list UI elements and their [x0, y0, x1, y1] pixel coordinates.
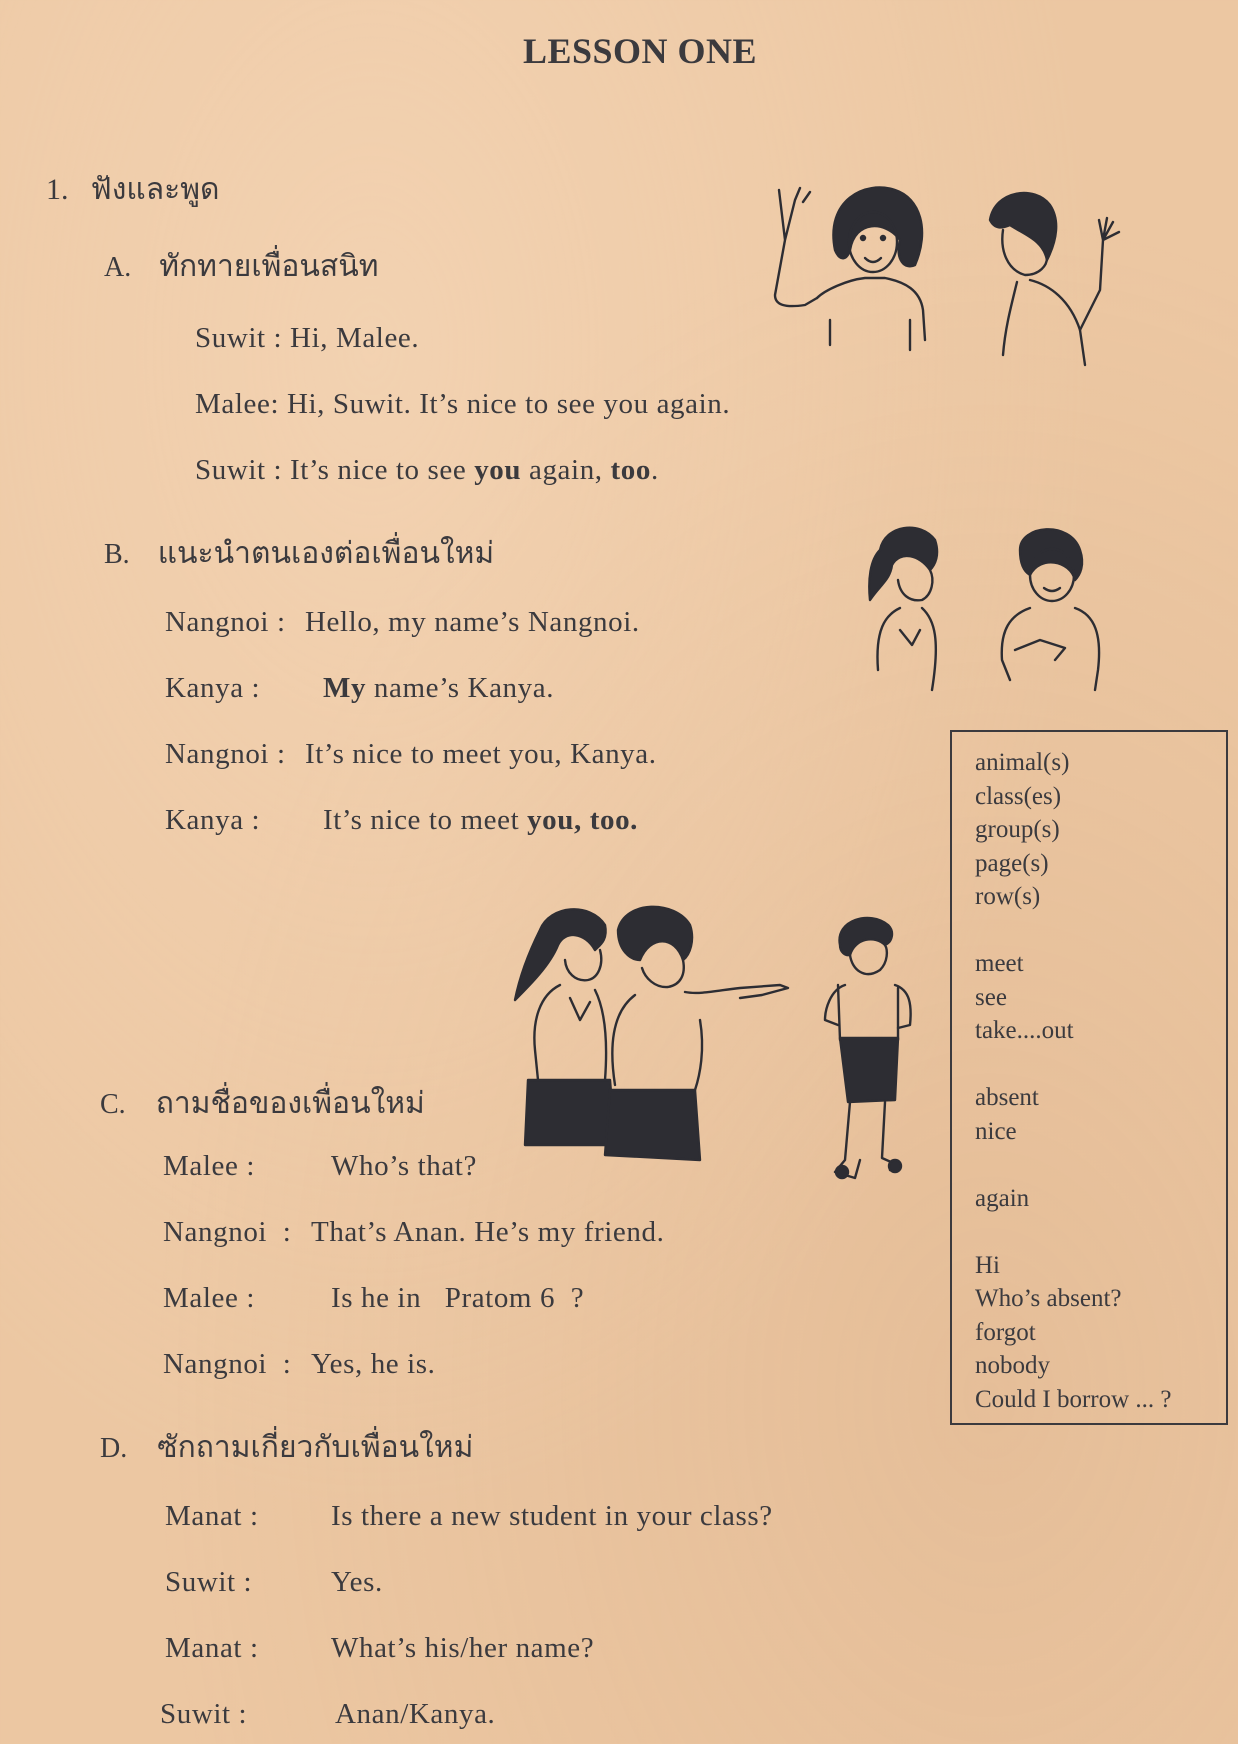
- vocab-word: meet: [975, 950, 1024, 977]
- speaker-name: Suwit: [165, 1566, 236, 1598]
- part-title-thai: ซักถามเกี่ยวกับเพื่อนใหม่: [157, 1430, 474, 1465]
- utterance: What’s his/her name?: [331, 1632, 595, 1664]
- part-a-heading: [104, 243, 379, 290]
- speaker: Suwit: [195, 454, 266, 486]
- speaker-name: Suwit: [160, 1698, 231, 1730]
- separator: :: [251, 672, 261, 704]
- separator: :: [246, 1282, 255, 1314]
- vocabulary-box: [950, 730, 1228, 1425]
- speaker: [163, 1282, 331, 1315]
- vocab-group-gap: [975, 914, 1172, 948]
- introduction-illustration: [840, 520, 1120, 695]
- utterance: Who’s that?: [331, 1150, 477, 1182]
- part-title-thai: ทักทายเพื่อนสนิท: [159, 249, 379, 284]
- vocab-word: again: [975, 1184, 1030, 1212]
- utterance: .: [650, 454, 659, 486]
- vocab-word: group(s): [975, 816, 1060, 843]
- utterance: again,: [521, 454, 611, 486]
- speaker: Suwit: [195, 322, 266, 354]
- separator: :: [238, 1698, 248, 1730]
- dialogue-line: [163, 1150, 477, 1183]
- separator: :: [246, 1150, 255, 1182]
- separator: :: [276, 738, 286, 770]
- dialogue-line: [165, 738, 657, 771]
- dialogue-line: [163, 1282, 584, 1315]
- lesson-title: LESSON ONE: [522, 31, 758, 71]
- waving-kids-illustration: [755, 180, 1135, 370]
- speaker: [165, 804, 323, 837]
- part-title-thai: ถามชื่อของเพื่อนใหม่: [155, 1086, 425, 1121]
- separator: :: [270, 388, 287, 420]
- vocab-word: take....out: [975, 1017, 1074, 1044]
- dialogue-line: [163, 1348, 436, 1381]
- section-heading: [46, 166, 219, 213]
- speaker-name: Nangnoi: [163, 1216, 268, 1248]
- dialogue-line: [195, 322, 419, 355]
- utterance: Hi, Suwit. It’s nice to see you again.: [286, 388, 731, 420]
- utterance: Yes, he is.: [311, 1348, 436, 1380]
- vocab-group-gap: [975, 1048, 1172, 1082]
- speaker: [160, 1698, 335, 1731]
- dialogue-line: [165, 672, 554, 705]
- speaker-name: Malee: [163, 1150, 239, 1182]
- speaker: [163, 1348, 331, 1381]
- separator: :: [265, 322, 291, 354]
- separator: :: [251, 804, 261, 836]
- dialogue-line: [165, 1500, 773, 1533]
- vocab-word: page(s): [975, 849, 1049, 877]
- utterance: Yes.: [331, 1566, 383, 1598]
- separator: :: [265, 454, 291, 486]
- vocab-word: nobody: [975, 1352, 1050, 1379]
- part-d-heading: [100, 1424, 473, 1471]
- vocab-group-gap: [975, 1148, 1172, 1182]
- speaker-name: Malee: [163, 1282, 239, 1314]
- part-letter: C.: [100, 1089, 126, 1120]
- vocab-word: forgot: [975, 1318, 1036, 1346]
- part-letter: A.: [104, 252, 132, 283]
- dialogue-line: [165, 1632, 594, 1665]
- dialogue-line: [165, 1566, 383, 1599]
- vocab-word: class(es): [975, 782, 1062, 810]
- pointing-illustration: [500, 890, 920, 1190]
- emphasis: too: [610, 454, 651, 486]
- dialogue-line: [163, 1216, 664, 1249]
- vocab-word: nice: [975, 1117, 1017, 1145]
- utterance: Anan/Kanya.: [335, 1698, 496, 1730]
- separator: :: [282, 1216, 292, 1248]
- utterance: Is there a new student in your class?: [331, 1500, 773, 1532]
- utterance: Hello, my name’s Nangnoi.: [305, 606, 640, 638]
- part-b-heading: [104, 530, 494, 577]
- speaker-name: Kanya: [165, 804, 244, 836]
- dialogue-line: [165, 804, 638, 837]
- dialogue-line: [165, 606, 640, 639]
- dialogue-line: [160, 1698, 495, 1731]
- emphasis: you: [474, 454, 522, 486]
- vocab-word: absent: [975, 1084, 1039, 1111]
- speaker: [163, 1150, 331, 1183]
- speaker: [165, 1632, 331, 1665]
- speaker: [165, 606, 305, 639]
- speaker: [165, 1500, 331, 1533]
- emphasis: My: [323, 672, 367, 704]
- speaker: Malee: [195, 388, 271, 420]
- vocab-word: Could I borrow ... ?: [975, 1385, 1172, 1413]
- part-c-heading: [100, 1080, 425, 1127]
- speaker-name: Nangnoi: [165, 738, 270, 770]
- dialogue-line: [195, 388, 730, 421]
- separator: :: [249, 1500, 259, 1532]
- part-title-thai: แนะนำตนเองต่อเพื่อนใหม่: [157, 536, 495, 571]
- part-letter: B.: [104, 539, 130, 570]
- utterance: Hi, Malee.: [290, 322, 420, 354]
- emphasis: you, too.: [527, 804, 639, 836]
- separator: :: [282, 1348, 292, 1380]
- vocab-word: row(s): [975, 883, 1041, 910]
- speaker-name: Nangnoi: [163, 1348, 268, 1380]
- speaker-name: Manat: [165, 1500, 243, 1532]
- speaker: [165, 738, 305, 771]
- section-title-thai: ฟังและพูด: [90, 172, 220, 207]
- part-letter: D.: [100, 1433, 128, 1464]
- vocab-word: see: [975, 983, 1007, 1011]
- utterance: It’s nice to see: [290, 454, 475, 486]
- speaker: [165, 672, 323, 705]
- speaker-name: Nangnoi: [165, 606, 270, 638]
- vocab-group-gap: [975, 1215, 1172, 1249]
- vocab-word: Who’s absent?: [975, 1285, 1122, 1312]
- speaker-name: Manat: [165, 1632, 243, 1664]
- utterance: Is he in Pratom 6 ?: [331, 1282, 585, 1314]
- vocab-word: Hi: [975, 1251, 1000, 1279]
- vocabulary-list: [975, 746, 1172, 1416]
- separator: :: [249, 1632, 259, 1664]
- utterance: It’s nice to meet you, Kanya.: [305, 738, 657, 770]
- separator: :: [276, 606, 286, 638]
- utterance: It’s nice to meet: [323, 804, 528, 836]
- separator: :: [243, 1566, 253, 1598]
- vocab-word: animal(s): [975, 749, 1070, 776]
- speaker: [163, 1216, 331, 1249]
- utterance: name’s Kanya.: [366, 672, 555, 704]
- section-number: 1.: [46, 173, 69, 206]
- speaker: [165, 1566, 331, 1599]
- speaker-name: Kanya: [165, 672, 244, 704]
- dialogue-line: [195, 454, 659, 487]
- utterance: That’s Anan. He’s my friend.: [311, 1216, 665, 1248]
